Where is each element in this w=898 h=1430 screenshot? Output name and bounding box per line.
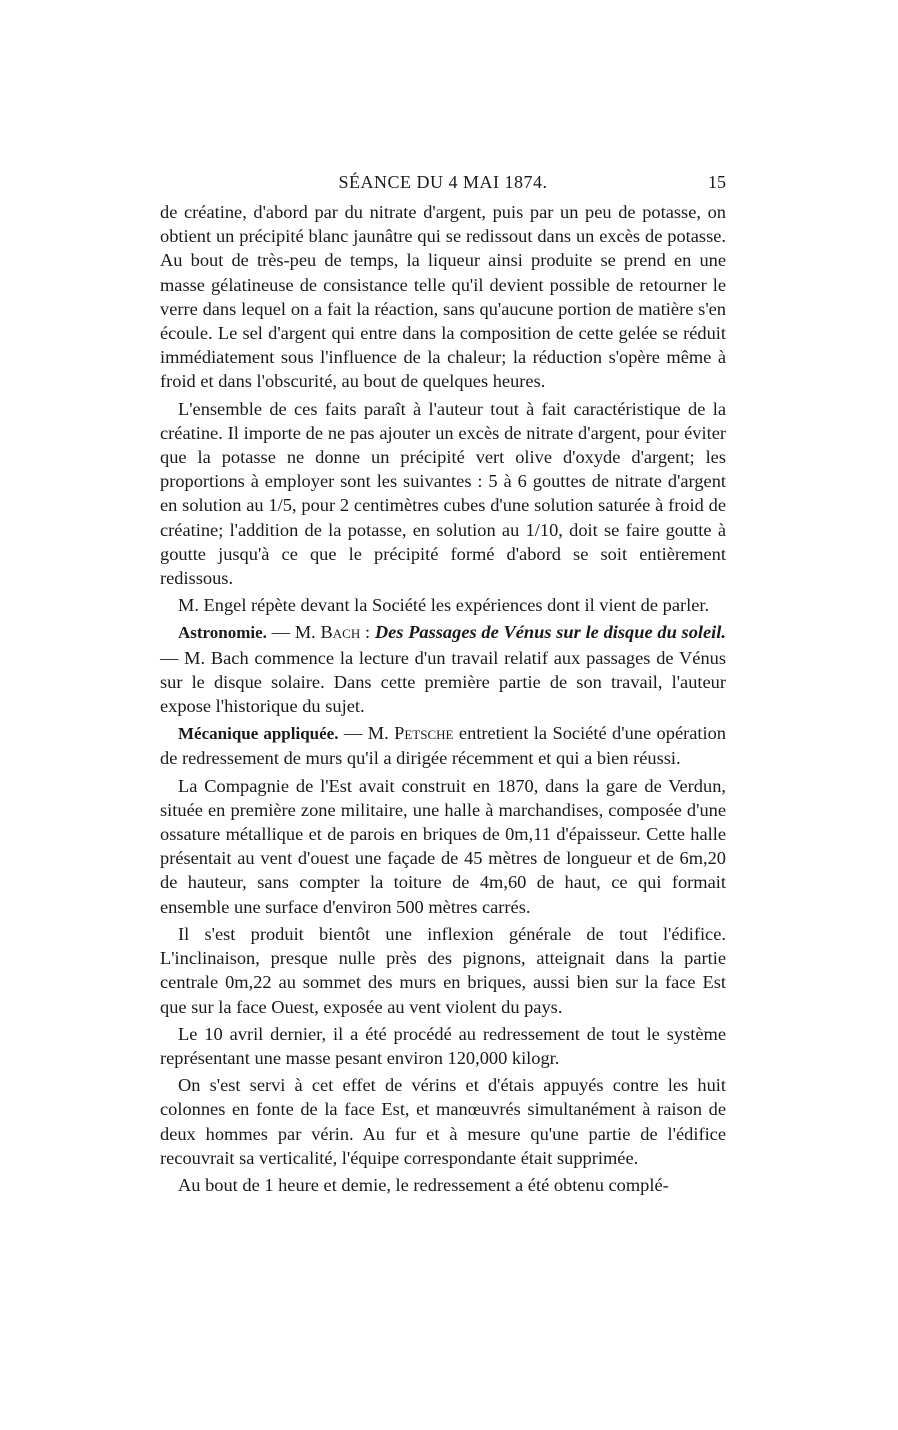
paragraph-inflexion: Il s'est produit bientôt une inflexion générale de tout l'édifice. L'inclinaison, presque nulle près des pignons, atteignait dans la partie centrale 0m,22 au sommet des murs en briques, aussi bien sur la face Est que sur la face Ouest, exposée au vent violent du pays.: [160, 923, 726, 1017]
page-number: 15: [708, 172, 726, 192]
dash: — M.: [266, 622, 321, 643]
paragraph-conclusion: Au bout de 1 heure et demie, le redressement a été obtenu complé-: [178, 1174, 669, 1195]
paragraph-astronomie: [160, 620, 726, 718]
rubric-mecanique: Mécanique appliquée.: [178, 724, 339, 744]
paragraph-mecanique: [160, 721, 726, 770]
paragraph-astronomie-text: — M. Bach commence la lecture d'un travail relatif aux passages de Vénus sur le disque solaire. Dans cette première partie de son travail, l'auteur expose l'historique du sujet.: [160, 647, 726, 717]
paragraph-redressement-date: Le 10 avril dernier, il a été procédé au redressement de tout le système représentant une masse pesant environ 120,000 kilogr.: [160, 1023, 726, 1068]
author-petsche: Petsche: [394, 723, 454, 744]
paragraph-engel: M. Engel répète devant la Société les expériences dont il vient de parler.: [178, 595, 710, 616]
paragraph-mecanique-text: entretient la Société d'une opération de redressement de murs qu'il a dirigée récemment et qui a bien réussi.: [160, 723, 727, 769]
paragraph-verins: On s'est servi à cet effet de vérins et d'étais appuyés contre les huit colonnes en fonte de la face Est, et manœuvrés simultanément à raison de deux hommes par vérin. Au fur et à mesure qu'une partie de l'édifice recouvrait sa verticalité, l'équipe correspondante était supprimée.: [160, 1075, 726, 1168]
title-passages-venus: Des Passages de Vénus sur le disque du soleil.: [374, 622, 726, 643]
author-bach: Bach: [320, 622, 361, 643]
paragraph-halle-verdun: La Compagnie de l'Est avait construit en 1870, dans la gare de Verdun, située en première zone militaire, une halle à marchandises, composée d'une ossature métallique et de parois en briques de 0m,11 d'épaisseur. Cette halle présentait au vent d'ouest une façade de 45 mètres de longueur et de 6m,20 de hauteur, sans compter la toiture de 4m,60 de haut, ce qui formait ensemble une surface d'environ 500 mètres carrés.: [160, 775, 726, 917]
separator: :: [360, 622, 375, 643]
dash: — M.: [338, 723, 395, 744]
rubric-astronomie: Astronomie.: [178, 623, 267, 643]
body-text: [160, 200, 726, 1200]
paragraph-creatine-reaction: de créatine, d'abord par du nitrate d'argent, puis par un peu de potasse, on obtient un précipité blanc jaunâtre qui se redissout dans un excès de potasse. Au bout de très-peu de temps, la liqueur ainsi produite se prend en une masse gélatineuse de consistance telle qu'il devient possible de retourner le verre dans lequel on a fait la réaction, sans qu'aucune portion de matière s'en écoule. Le sel d'argent qui entre dans la composition de cette gelée se réduit immédiatement sous l'influence de la chaleur; la réduction s'opère même à froid et dans l'obscurité, au bout de quelques heures.: [160, 202, 726, 392]
running-title: SÉANCE DU 4 MAI 1874.: [338, 172, 548, 192]
page-header: [160, 172, 726, 196]
paragraph-creatine-proportions: L'ensemble de ces faits paraît à l'auteur tout à fait caractéristique de la créatine. Il importe de ne pas ajouter un excès de nitrate d'argent, pour éviter que la potasse ne donne un précipité vert olive d'oxyde d'argent; les proportions à employer sont les suivantes : 5 à 6 gouttes de nitrate d'argent en solution au 1/5, pour 2 centimètres cubes d'une solution saturée à froid de créatine; l'addition de la potasse, en solution au 1/10, doit se faire goutte à goutte jusqu'à ce que le précipité formé d'abord se soit entièrement redissous.: [160, 398, 726, 589]
